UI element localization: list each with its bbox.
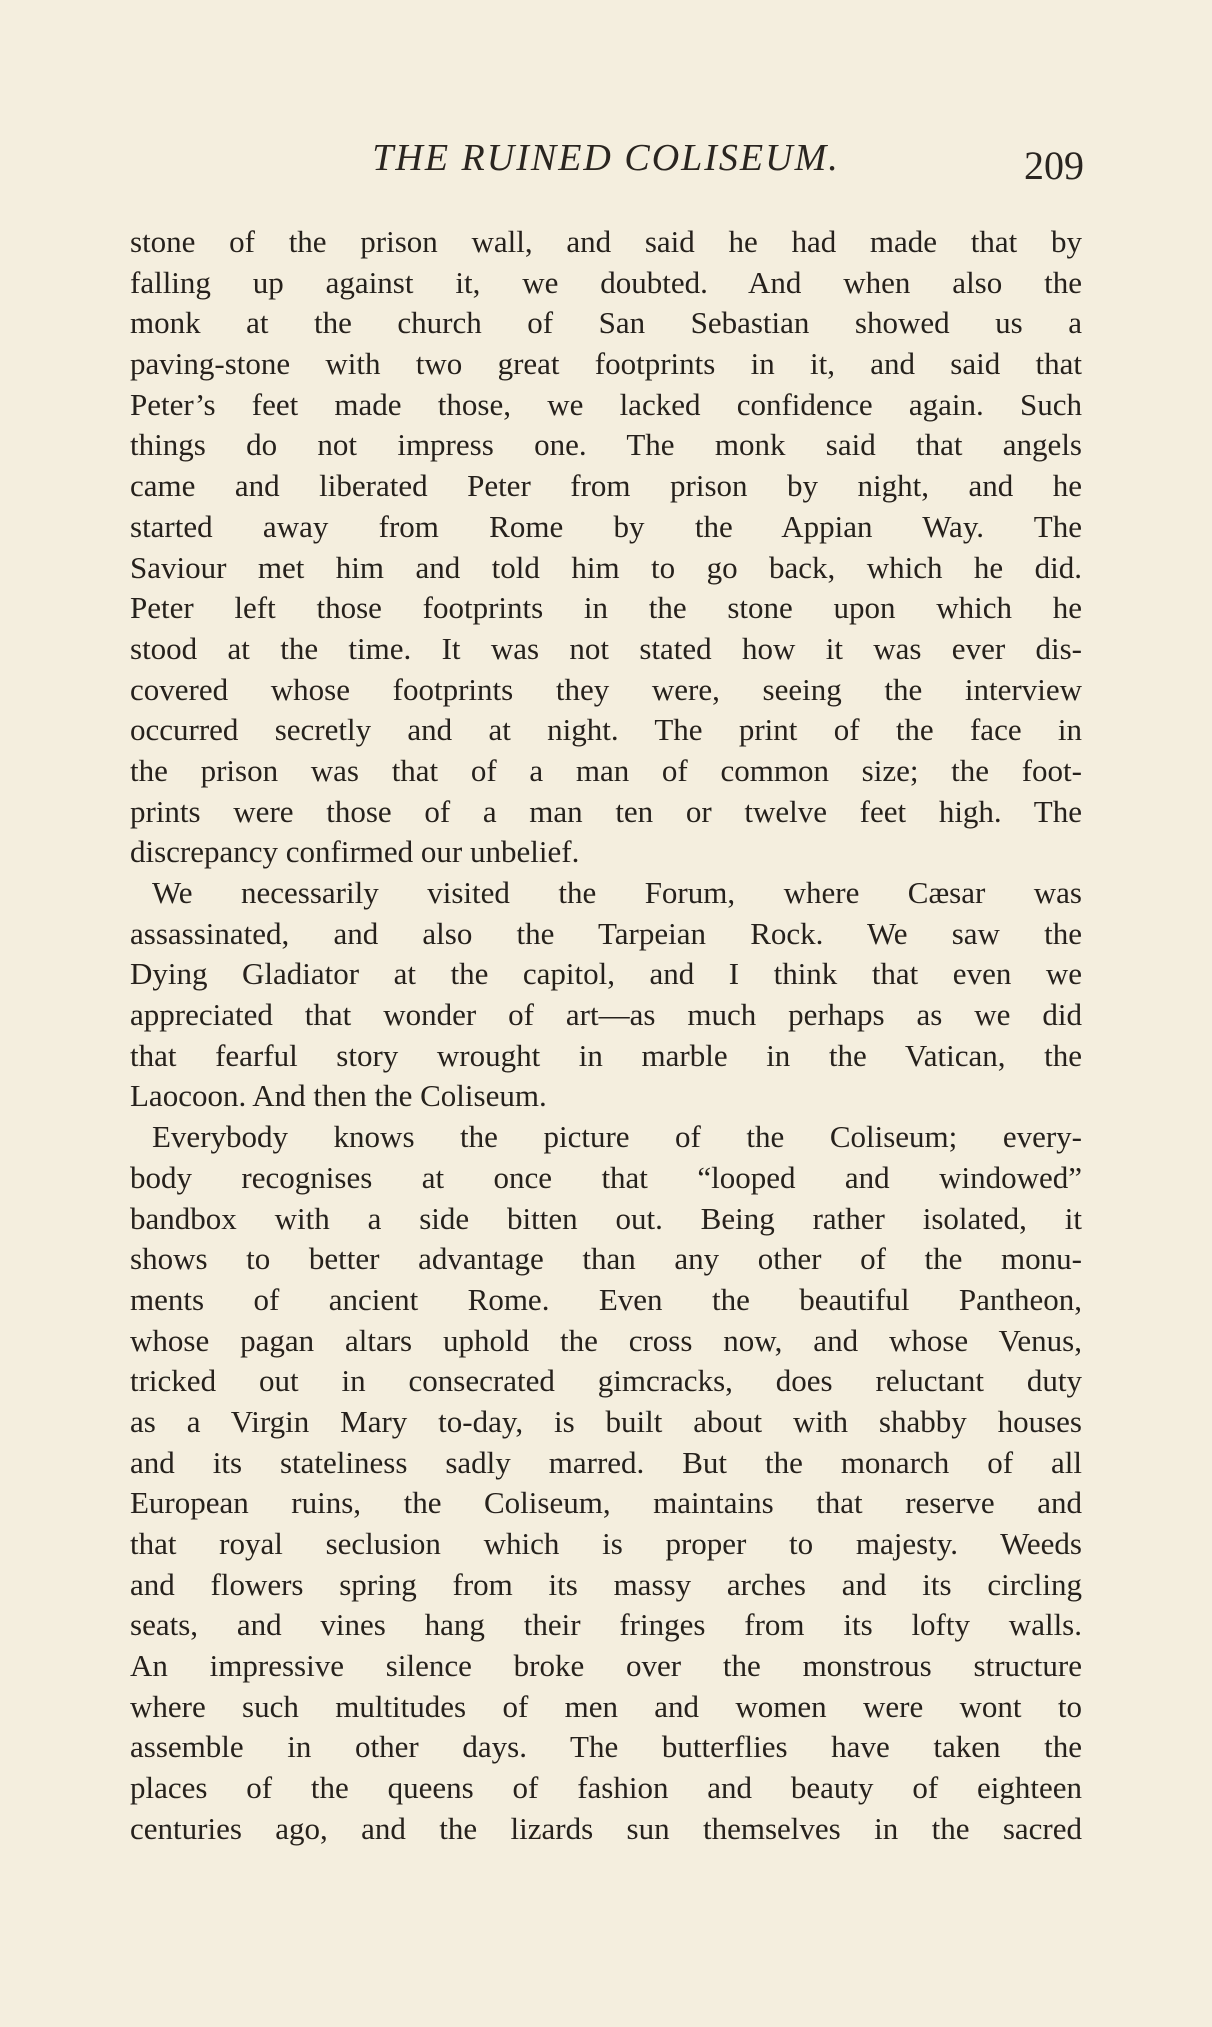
text-line: and flowers spring from its massy arches and its circling xyxy=(130,1566,1082,1602)
text-line: Peter left those footprints in the stone upon which he xyxy=(130,590,1082,626)
text-line: seats, and vines hang their fringes from its lofty walls. xyxy=(130,1607,1082,1643)
page-number: 209 xyxy=(1024,143,1084,188)
text-line: bandbox with a side bitten out. Being rather isolated, it xyxy=(130,1200,1082,1236)
text-line: Peter’s feet made those, we lacked confidence again. Such xyxy=(130,386,1082,422)
text-line: European ruins, the Coliseum, maintains that reserve and xyxy=(130,1485,1082,1521)
text-line: occurred secretly and at night. The print of the face in xyxy=(130,712,1082,748)
text-line: shows to better advantage than any other of the monu- xyxy=(130,1241,1082,1277)
text-line: paving-stone with two great footprints in it, and said that xyxy=(130,346,1082,382)
text-line: stood at the time. It was not stated how it was ever dis- xyxy=(130,630,1082,666)
running-title: THE RUINED COLISEUM. xyxy=(372,137,840,179)
text-line: places of the queens of fashion and beauty of eighteen xyxy=(130,1770,1082,1806)
text-line: assassinated, and also the Tarpeian Rock. We saw the xyxy=(130,915,1082,951)
text-line: started away from Rome by the Appian Way. The xyxy=(130,508,1082,544)
text-line: the prison was that of a man of common size; the foot- xyxy=(130,752,1082,788)
text-line: falling up against it, we doubted. And when also the xyxy=(130,264,1082,300)
text-line: prints were those of a man ten or twelve feet high. The xyxy=(130,793,1082,829)
text-line: centuries ago, and the lizards sun themselves in the sacred xyxy=(130,1810,1082,1846)
text-line: Everybody knows the picture of the Coliseum; every- xyxy=(152,1119,1082,1155)
text-line: that royal seclusion which is proper to majesty. Weeds xyxy=(130,1526,1082,1561)
text-line: discrepancy confirmed our unbelief. xyxy=(130,834,580,870)
text-line: as a Virgin Mary to-day, is built about with shabby houses xyxy=(130,1403,1082,1439)
text-line: Dying Gladiator at the capitol, and I think that even we xyxy=(130,956,1082,992)
text-line: body recognises at once that “looped and windowed” xyxy=(130,1159,1082,1195)
text-line: things do not impress one. The monk said that angels xyxy=(130,427,1082,463)
text-line: that fearful story wrought in marble in the Vatican, the xyxy=(130,1037,1082,1073)
text-line: We necessarily visited the Forum, where Cæsar was xyxy=(152,875,1082,910)
text-line: ments of ancient Rome. Even the beautiful Pantheon, xyxy=(130,1281,1082,1317)
text-line: Saviour met him and told him to go back, which he did. xyxy=(130,549,1082,585)
text-line: Laocoon. And then the Coliseum. xyxy=(130,1078,547,1114)
text-line: covered whose footprints they were, seeing the interview xyxy=(130,671,1082,707)
text-line: assemble in other days. The butterflies have taken the xyxy=(130,1729,1082,1765)
text-line: whose pagan altars uphold the cross now, and whose Venus, xyxy=(130,1322,1082,1358)
text-line: where such multitudes of men and women were wont to xyxy=(130,1688,1082,1724)
body-text xyxy=(130,222,1082,1850)
text-line: and its stateliness sadly marred. But the monarch of all xyxy=(130,1444,1082,1480)
text-line: An impressive silence broke over the monstrous structure xyxy=(130,1648,1082,1684)
text-line: appreciated that wonder of art—as much perhaps as we did xyxy=(130,997,1082,1033)
text-line: monk at the church of San Sebastian showed us a xyxy=(130,305,1082,341)
text-line: came and liberated Peter from prison by night, and he xyxy=(130,468,1082,504)
text-line: stone of the prison wall, and said he had made that by xyxy=(130,224,1082,259)
text-line: tricked out in consecrated gimcracks, does reluctant duty xyxy=(130,1363,1082,1399)
